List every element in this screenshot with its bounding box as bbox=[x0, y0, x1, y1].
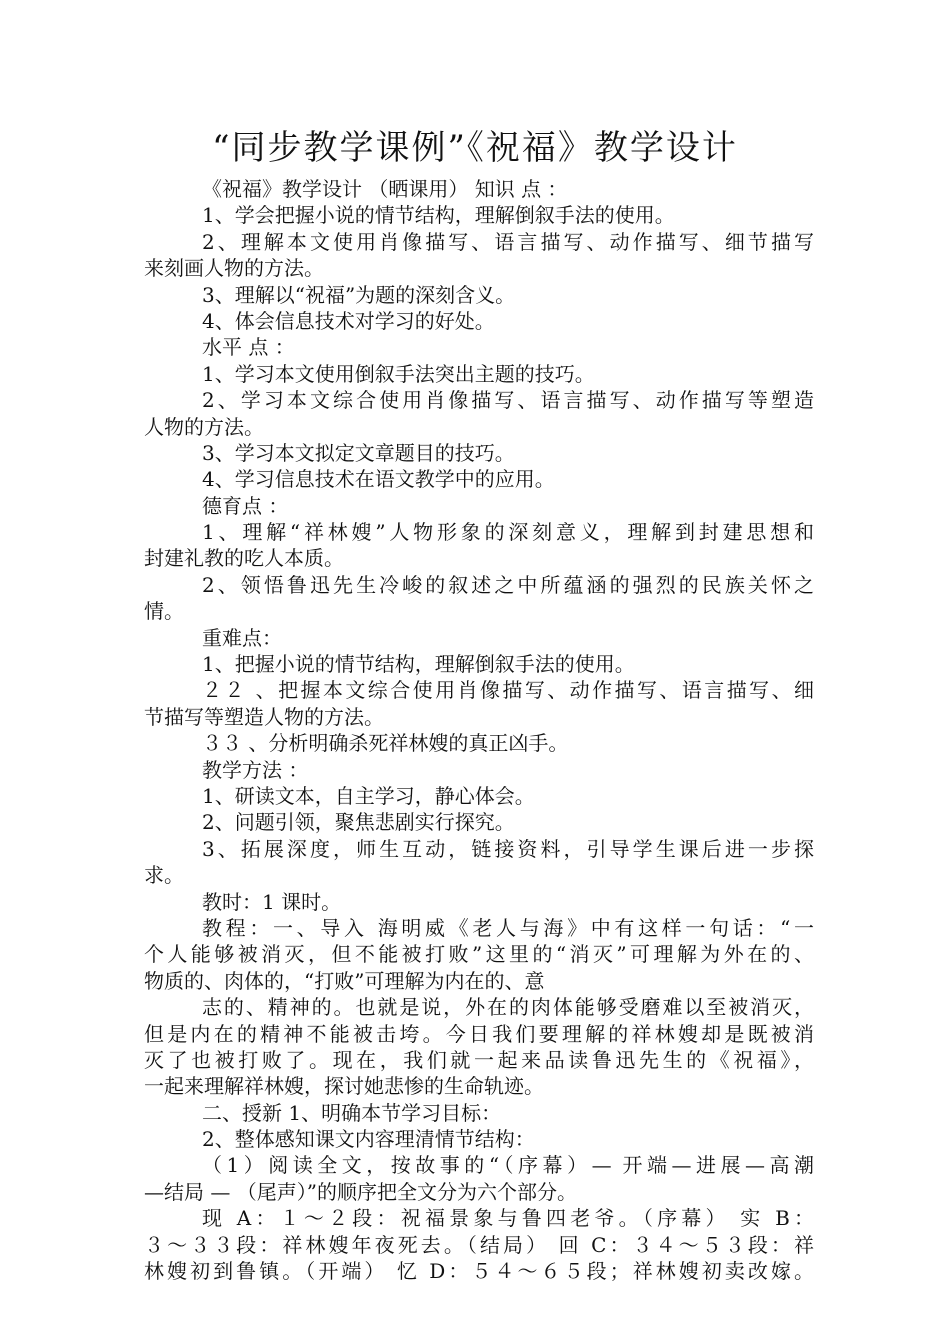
text-line: 林嫂初到鲁镇。（开端） 忆 D：５４～６５段；祥林嫂初卖改嫁。 bbox=[144, 1259, 814, 1284]
text-line: 人物的方法。 bbox=[144, 414, 264, 439]
text-line: 2、领悟鲁迅先生冷峻的叙述之中所蕴涵的强烈的民族关怀之 bbox=[202, 572, 814, 597]
text-line: 1、研读文本，自主学习，静心体会。 bbox=[202, 783, 535, 808]
text-line: 封建礼教的吃人本质。 bbox=[144, 546, 344, 571]
text-line: 现 A：１～２段：祝福景象与鲁四老爷。（序幕） 实 B： bbox=[202, 1206, 814, 1231]
text-line: ２２ 、把握本文综合使用肖像描写、动作描写、语言描写、细 bbox=[202, 678, 814, 703]
text-line: 一起来理解祥林嫂，探讨她悲惨的生命轨迹。 bbox=[144, 1074, 544, 1099]
text-line: 灭了也被打败了。现在，我们就一起来品读鲁迅先生的《祝福》， bbox=[144, 1047, 814, 1072]
text-line: 求。 bbox=[144, 863, 184, 888]
text-line: 1、把握小说的情节结构，理解倒叙手法的使用。 bbox=[202, 652, 635, 677]
text-line: 但是内在的精神不能被击垮。今日我们要理解的祥林嫂却是既被消 bbox=[144, 1021, 814, 1046]
text-line: 1、学会把握小说的情节结构，理解倒叙手法的使用。 bbox=[202, 203, 675, 228]
text-line: ３～３３段：祥林嫂年夜死去。（结局） 回 C：３４～５３段：祥 bbox=[144, 1232, 814, 1257]
text-line: 物质的、肉体的，“打败”可理解为内在的、意 bbox=[144, 968, 545, 993]
text-line: 德育点 ： bbox=[202, 493, 289, 518]
text-line: 2、整体感知课文内容理清情节结构： bbox=[202, 1127, 535, 1152]
text-line: 二、授新 1、明确本节学习目标： bbox=[202, 1100, 502, 1125]
text-line: （1）阅读全文，按故事的“（序幕）— 开端—进展—高潮 bbox=[202, 1153, 814, 1178]
document-title: “同步教学课例”《祝福》教学设计 bbox=[212, 128, 738, 168]
text-line: 来刻画人物的方法。 bbox=[144, 256, 324, 281]
text-line: 1、学习本文使用倒叙手法突出主题的技巧。 bbox=[202, 361, 595, 386]
text-line: 教时：1 课时。 bbox=[202, 889, 342, 914]
text-line: 情。 bbox=[144, 599, 184, 624]
document-body bbox=[144, 176, 814, 1284]
text-line: 志的、精神的。也就是说，外在的肉体能够受磨难以至被消灭， bbox=[202, 995, 814, 1020]
text-line: 个人能够被消灭，但不能被打败”这里的“消灭”可理解为外在的、 bbox=[144, 942, 814, 967]
text-line: 教程：一、导入 海明威《老人与海》中有这样一句话：“一 bbox=[202, 915, 814, 940]
text-line: 节描写等塑造人物的方法。 bbox=[144, 704, 384, 729]
text-line: 重难点： bbox=[202, 625, 282, 650]
text-line: 1、理解“祥林嫂”人物形象的深刻意义，理解到封建思想和 bbox=[202, 520, 814, 545]
text-line: 4、学习信息技术在语文教学中的应用。 bbox=[202, 467, 555, 492]
text-line: 2、理解本文使用肖像描写、语言描写、动作描写、细节描写 bbox=[202, 229, 814, 254]
text-line: 3、拓展深度，师生互动，链接资料，引导学生课后进一步探 bbox=[202, 836, 814, 861]
text-line: 2、学习本文综合使用肖像描写、语言描写、动作描写等塑造 bbox=[202, 388, 814, 413]
text-line: 3、理解以“祝福”为题的深刻含义。 bbox=[202, 282, 516, 307]
text-line: 3、学习本文拟定文章题目的技巧。 bbox=[202, 440, 515, 465]
text-line: ３３ 、分析明确杀死祥林嫂的真正凶手。 bbox=[202, 731, 569, 756]
text-line: 水平 点 ： bbox=[202, 335, 295, 360]
text-line: 教学方法 ： bbox=[202, 757, 309, 782]
text-line: 《祝福》教学设计 （晒课用） 知识 点 ： bbox=[202, 177, 568, 201]
text-line: 4、体会信息技术对学习的好处。 bbox=[202, 308, 495, 333]
text-line: 2、问题引领，聚焦悲剧实行探究。 bbox=[202, 810, 515, 835]
text-line: —结局 — （尾声）”的顺序把全文分为六个部分。 bbox=[144, 1179, 577, 1204]
